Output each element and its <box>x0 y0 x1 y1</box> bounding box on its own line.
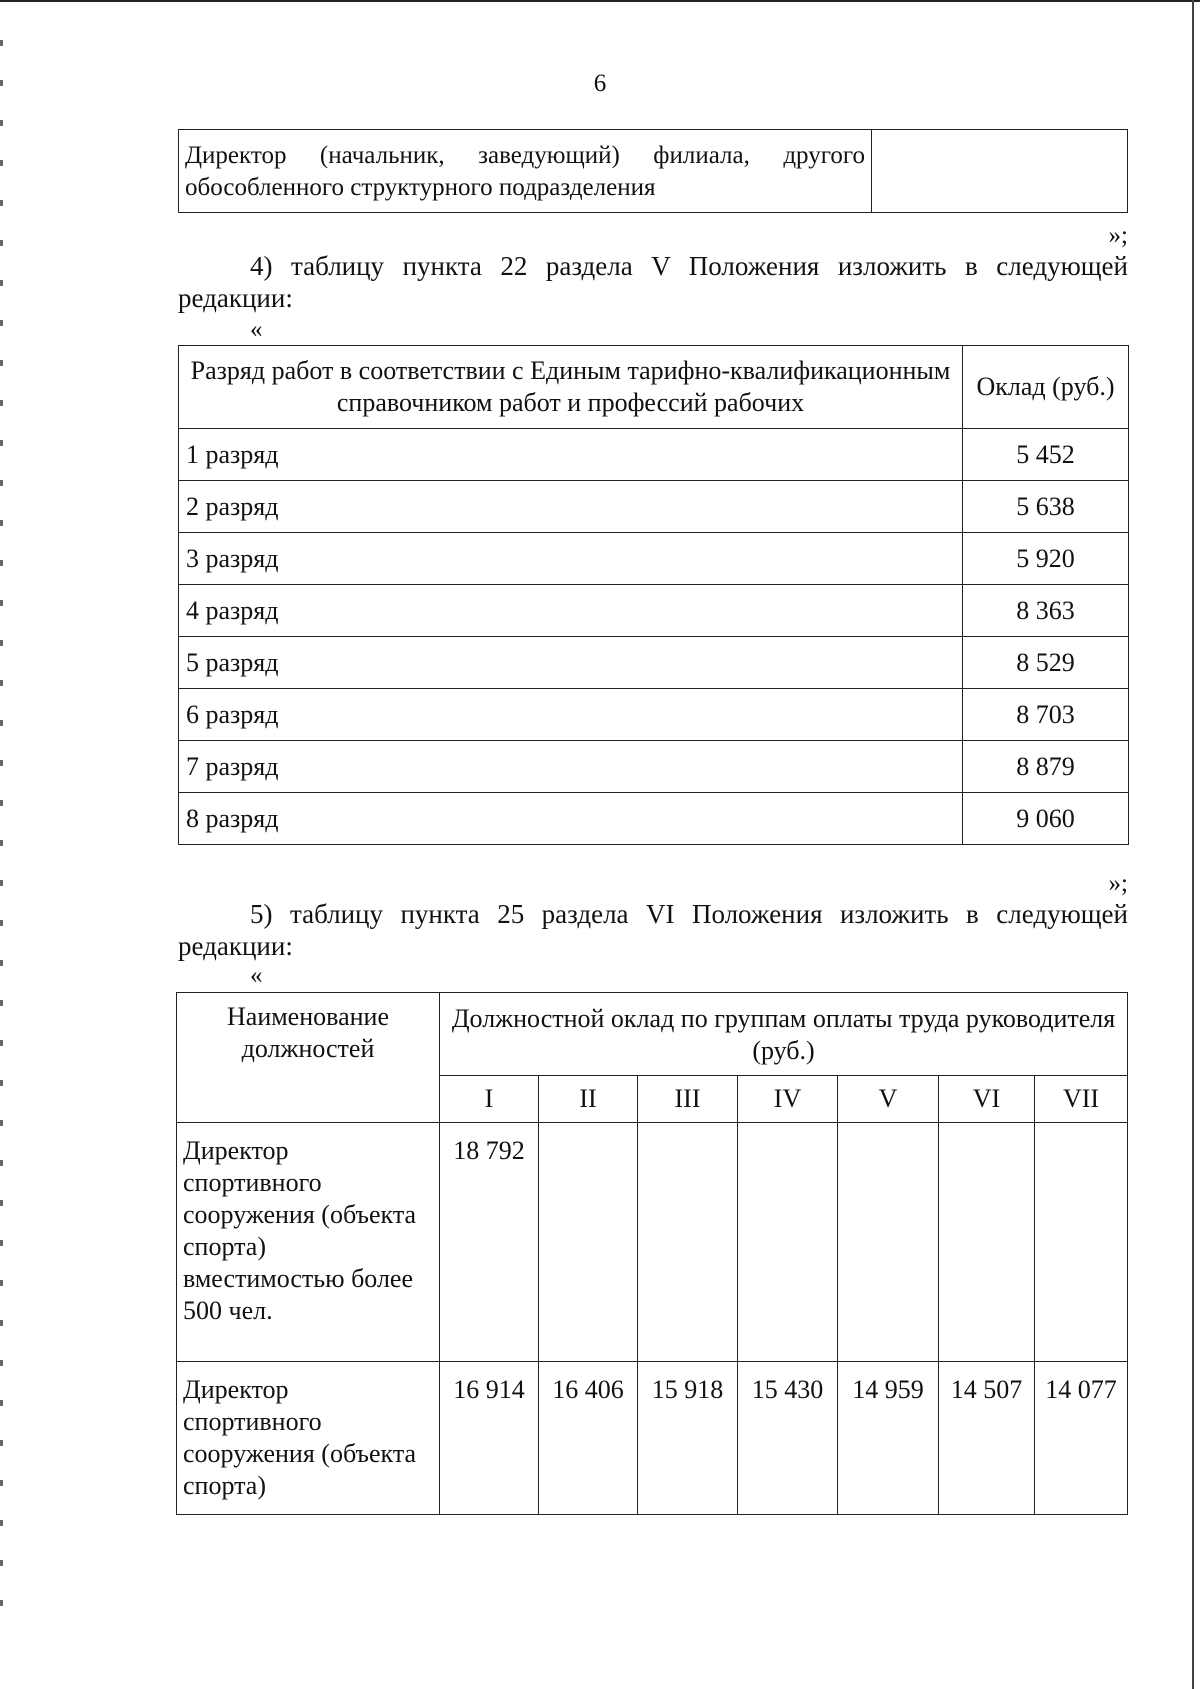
group-header: VI <box>939 1076 1035 1123</box>
paragraph-line-2: редакции: <box>178 283 293 313</box>
salary-cell: 8 529 <box>963 637 1129 689</box>
scan-top-edge <box>0 0 1200 2</box>
group-header: III <box>638 1076 738 1123</box>
salary-cell: 14 077 <box>1035 1362 1128 1515</box>
salary-cell: 8 703 <box>963 689 1129 741</box>
group-header: IV <box>738 1076 838 1123</box>
salary-cell: 16 914 <box>440 1362 539 1515</box>
position-line-1: Директор (начальник, заведующий) филиала, другого <box>185 141 865 169</box>
table-row <box>179 130 1128 213</box>
table-header-row <box>179 346 1129 429</box>
salary-cell <box>939 1123 1035 1362</box>
salary-cell: 15 918 <box>638 1362 738 1515</box>
closing-quote: »; <box>1108 222 1128 249</box>
paragraph-line-1: 5) таблицу пункта 25 раздела VI Положения изложить в следующей <box>250 899 1128 929</box>
grade-cell: 3 разряд <box>179 533 963 585</box>
salary-cell <box>872 130 1128 213</box>
salary-cell: 18 792 <box>440 1123 539 1362</box>
table-row <box>177 1123 1128 1362</box>
salary-cell <box>1035 1123 1128 1362</box>
grade-cell: 1 разряд <box>179 429 963 481</box>
salary-cell <box>638 1123 738 1362</box>
salary-cell: 5 638 <box>963 481 1129 533</box>
paragraph-item-5 <box>178 898 1128 962</box>
grade-cell: 5 разряд <box>179 637 963 689</box>
salary-cell <box>738 1123 838 1362</box>
table-row <box>179 585 1129 637</box>
salary-cell <box>539 1123 638 1362</box>
salary-cell: 8 879 <box>963 741 1129 793</box>
grade-cell: 6 разряд <box>179 689 963 741</box>
table-row <box>179 793 1129 845</box>
paragraph-line-1: 4) таблицу пункта 22 раздела V Положения изложить в следующей <box>250 251 1128 281</box>
salary-cell: 16 406 <box>539 1362 638 1515</box>
paragraph-item-4 <box>178 250 1128 314</box>
salary-cell: 5 452 <box>963 429 1129 481</box>
opening-quote: « <box>250 316 263 343</box>
grade-cell: 7 разряд <box>179 741 963 793</box>
director-salary-groups-table <box>176 992 1128 1515</box>
group-header: V <box>838 1076 939 1123</box>
salary-column-header: Оклад (руб.) <box>963 346 1129 429</box>
salary-cell: 5 920 <box>963 533 1129 585</box>
grade-column-header: Разряд работ в соответствии с Единым тарифно-квалификационным справочником работ и профессий рабочих <box>179 346 963 429</box>
table-row <box>179 429 1129 481</box>
page-number: 6 <box>593 70 607 97</box>
paragraph-line-2: редакции: <box>178 931 293 961</box>
salary-cell: 8 363 <box>963 585 1129 637</box>
salary-cell: 14 959 <box>838 1362 939 1515</box>
grade-cell: 4 разряд <box>179 585 963 637</box>
salary-cell: 14 507 <box>939 1362 1035 1515</box>
salary-cell: 15 430 <box>738 1362 838 1515</box>
scan-right-edge <box>1192 0 1194 1689</box>
position-cell: Директор спортивного сооружения (объекта спорта) <box>177 1362 440 1515</box>
grade-cell: 2 разряд <box>179 481 963 533</box>
group-header: I <box>440 1076 539 1123</box>
salary-cell: 9 060 <box>963 793 1129 845</box>
table-header-row <box>177 993 1128 1076</box>
table-row <box>177 1362 1128 1515</box>
table-row <box>179 533 1129 585</box>
position-line-2: обособленного структурного подразделения <box>185 173 656 201</box>
table-row <box>179 741 1129 793</box>
salary-groups-header: Должностной оклад по группам оплаты труда руководителя (руб.) <box>440 993 1128 1076</box>
table-row <box>179 689 1129 741</box>
scan-left-edge-marks <box>0 40 3 1640</box>
group-header: II <box>539 1076 638 1123</box>
director-branch-table <box>178 129 1128 213</box>
position-column-header: Наименование должностей <box>177 993 440 1123</box>
table-row <box>179 481 1129 533</box>
opening-quote: « <box>250 962 263 989</box>
group-header: VII <box>1035 1076 1128 1123</box>
closing-quote: »; <box>1108 870 1128 897</box>
table-row <box>179 637 1129 689</box>
position-cell <box>179 130 872 213</box>
position-cell: Директор спортивного сооружения (объекта спорта) вместимостью более 500 чел. <box>177 1123 440 1362</box>
grade-salary-table <box>178 345 1129 845</box>
salary-cell <box>838 1123 939 1362</box>
grade-cell: 8 разряд <box>179 793 963 845</box>
